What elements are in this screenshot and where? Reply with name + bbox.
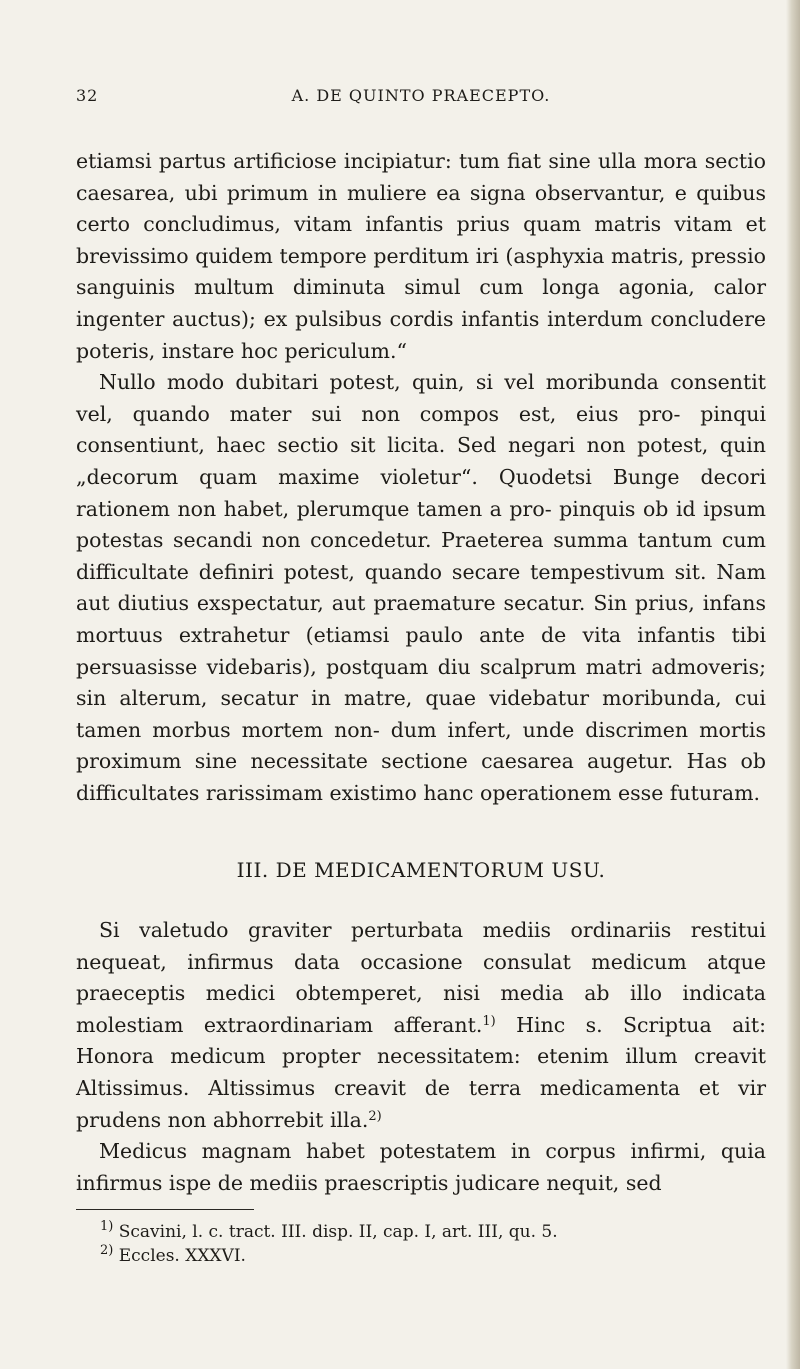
running-head — [76, 86, 766, 116]
page-number: 32 — [76, 86, 99, 105]
paragraph-text-part: Si valetudo graviter perturbata mediis ordinariis restitui nequeat, infirmus data occasione consulat medicum atque praeceptis medici obtemperet, nisi media ab illo indicata molestiam extraordinariam afferant. — [76, 918, 766, 1037]
footnote-ref-1: 1) — [482, 1013, 496, 1029]
footnote-2 — [100, 1244, 766, 1268]
footnote-mark-2: 2) — [100, 1243, 114, 1259]
footnote-text-1: Scavini, l. c. tract. III. disp. II, cap. I, art. III, qu. 5. — [113, 1222, 558, 1243]
paragraph-medicus: Medicus magnam habet potestatem in corpus infirmi, quia infirmus ispe de mediis praescriptis judicare nequit, sed — [76, 1139, 766, 1195]
section-heading: III. DE MEDICAMENTORUM USU. — [236, 858, 606, 883]
footnote-rule — [76, 1209, 254, 1210]
footnote-1 — [100, 1220, 766, 1244]
footnote-mark-1: 1) — [100, 1219, 114, 1235]
book-page — [76, 86, 766, 1268]
footnotes — [76, 1220, 766, 1268]
running-title: A. DE QUINTO PRAECEPTO. — [291, 86, 551, 105]
footnote-ref-2: 2) — [368, 1108, 382, 1124]
paragraph-continued: etiamsi partus artificiose incipiatur: tum fiat sine ulla mora sectio caesarea, ubi primum in muliere ea signa observantur, e quibus certo concludimus, vitam infantis prius quam matris vitam et brevissimo quidem tempore perditum iri (asphyxia matris, pressio sanguinis multum diminuta simul cum longa agonia, calor ingenter auctus); ex pulsibus cordis infantis interdum concludere poteris, instare hoc periculum.“ — [76, 149, 766, 363]
footnote-text-2: Eccles. XXXVI. — [113, 1246, 246, 1267]
paragraph-si-valetudo — [76, 915, 766, 1136]
body-text — [76, 146, 766, 1199]
page-edge-shadow — [786, 0, 800, 1369]
paragraph-text-part: Hinc s. Scriptua ait: Honora medicum propter necessitatem: etenim illum creavit Altissimus. Altissimus creavit de terra medicamenta et vir prudens non abhorrebit illa. — [76, 1012, 766, 1132]
paragraph-nullo-modo: Nullo modo dubitari potest, quin, si vel moribunda consentit vel, quando mater sui non compos est, eius pro- pinqui consentiunt, haec sectio sit licita. Sed negari non potest, quin „decorum quam maxime violetur“. Quodetsi Bunge decori rationem non habet, plerumque tamen a pro- pinquis ob id ipsum potestas secandi non concedetur. Praeterea summa tantum cum difficultate definiri potest, quando secare tempestivum sit. Nam aut diutius exspectatur, aut praemature secatur. Sin prius, infans mortuus extrahetur (etiamsi paulo ante de vita infantis tibi persuasisse videbaris), postquam diu scalprum matri admoveris; sin alterum, secatur in matre, quae videbatur moribunda, cui tamen morbus mortem non- dum infert, unde discrimen mortis proximum sine necessitate sectione caesarea augetur. Has ob difficultates rarissimam existimo hanc operationem esse futuram. — [76, 370, 766, 805]
